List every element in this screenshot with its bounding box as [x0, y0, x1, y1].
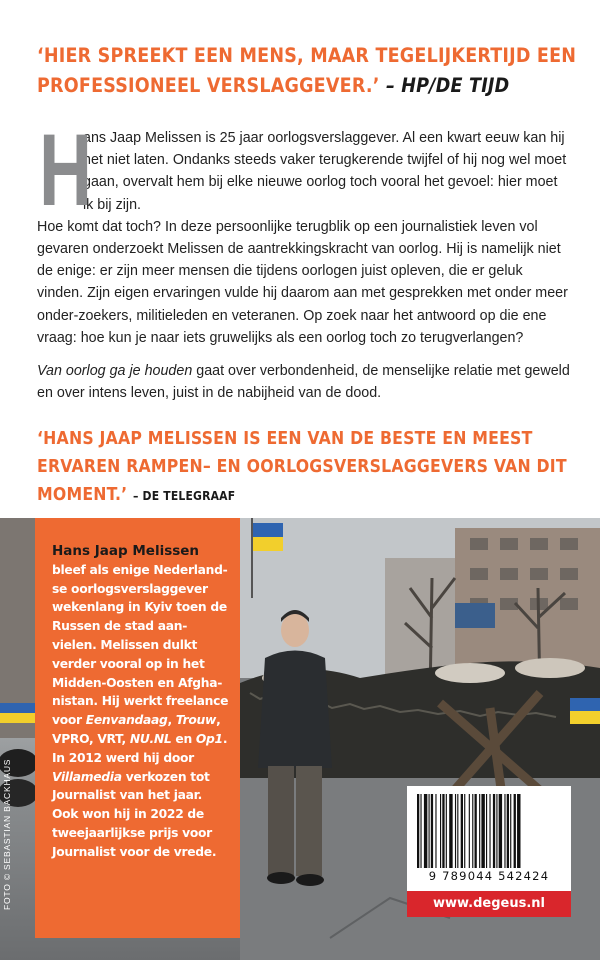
- bio-em-4: Op1: [195, 731, 223, 746]
- barcode-bars: [417, 794, 561, 868]
- blurb-paragraph-2: Hoe komt dat toch? In deze persoonlijke terugblik op een journalistiek leven vol gevaren onderzoekt Melissen de aantrekkingskracht van oorlog. Hij is namelijk niet de enige: er zijn meer mensen die tijdens oorlogen juist opleven, die er geluk vinden. Zijn eigen ervaringen vulde hij daarom aan met gesprekken met onder meer onder-zoekers, militieleden en veteranen. Op zoek naar het antwoord op die ene vraag: hoe kun je naar iets gruwelijks als een oorlog toch zo terugverlangen?: [37, 218, 568, 346]
- author-bio: [35, 518, 240, 938]
- press-quote-bottom: [37, 425, 577, 510]
- bio-text-1: bleef als enige Nederland-se oorlogsverslaggever wekenlang in Kyiv toen de Russen de stad aan-vielen. Melissen dulkt verder vooral op in het Midden-Oosten en Afgha-nistan. Hij werkt freelance voor: [52, 562, 229, 728]
- bio-em-2: Trouw: [175, 713, 217, 728]
- bio-text-5: . In 2012 werd hij door: [52, 731, 228, 765]
- bio-text-2: ,: [167, 713, 176, 728]
- bio-text-4: en: [171, 731, 196, 746]
- press-quote-bottom-text: ‘HANS JAAP MELISSEN IS EEN VAN DE BESTE EN MEEST ERVAREN RAMPEN– EN OORLOGSVERSLAGGEVERS VAN DIT MOMENT.’: [37, 429, 567, 505]
- press-quote-top: [37, 41, 577, 101]
- book-title: Van oorlog ga je houden: [37, 363, 193, 380]
- bio-em-1: Eenvandaag: [85, 713, 168, 728]
- barcode: [407, 786, 571, 891]
- press-quote-top-source: – HP/DE TIJD: [385, 74, 510, 97]
- press-quote-top-text: ‘HIER SPREEKT EEN MENS, MAAR TEGELIJKERTIJD EEN PROFESSIONEEL VERSLAGGEVER.’: [37, 44, 577, 97]
- bio-text-6: verkozen tot Journalist van het jaar. Ook won hij in 2022 de tweejaarlijkse prijs voor Journalist voor de vrede.: [52, 769, 217, 859]
- bio-text-3: , VPRO, VRT,: [52, 713, 221, 746]
- photo-credit: FOTO © SEBASTIAN BACKHAUS: [2, 758, 12, 910]
- blurb-paragraph-3-text: gaat over verbondenheid, de menselijke relatie met geweld en over intens leven, juist in de nabijheid van de dood.: [37, 363, 570, 402]
- blurb-paragraph-3: [37, 360, 571, 404]
- isbn-number: 9 789044 542424: [428, 869, 550, 883]
- press-quote-bottom-source: – DE TELEGRAAF: [133, 489, 236, 503]
- dropcap: H: [39, 113, 93, 227]
- author-name: Hans Jaap Melissen: [52, 543, 200, 559]
- bio-em-5: Villamedia: [52, 769, 122, 784]
- blurb-paragraph-1: ans Jaap Melissen is 25 jaar oorlogsverslaggever. Al een kwart eeuw kan hij het niet laten. Ondanks steeds vaker terugkerende twijfel of hij nog wel moet gaan, overvalt hem bij elke nieuwe oorlog toch vooral het gevoel: hier moet ik bij zijn.: [83, 130, 567, 213]
- publisher-website: www.degeus.nl: [407, 891, 571, 917]
- blurb: [37, 113, 571, 404]
- bio-em-3: NU.NL: [129, 731, 172, 746]
